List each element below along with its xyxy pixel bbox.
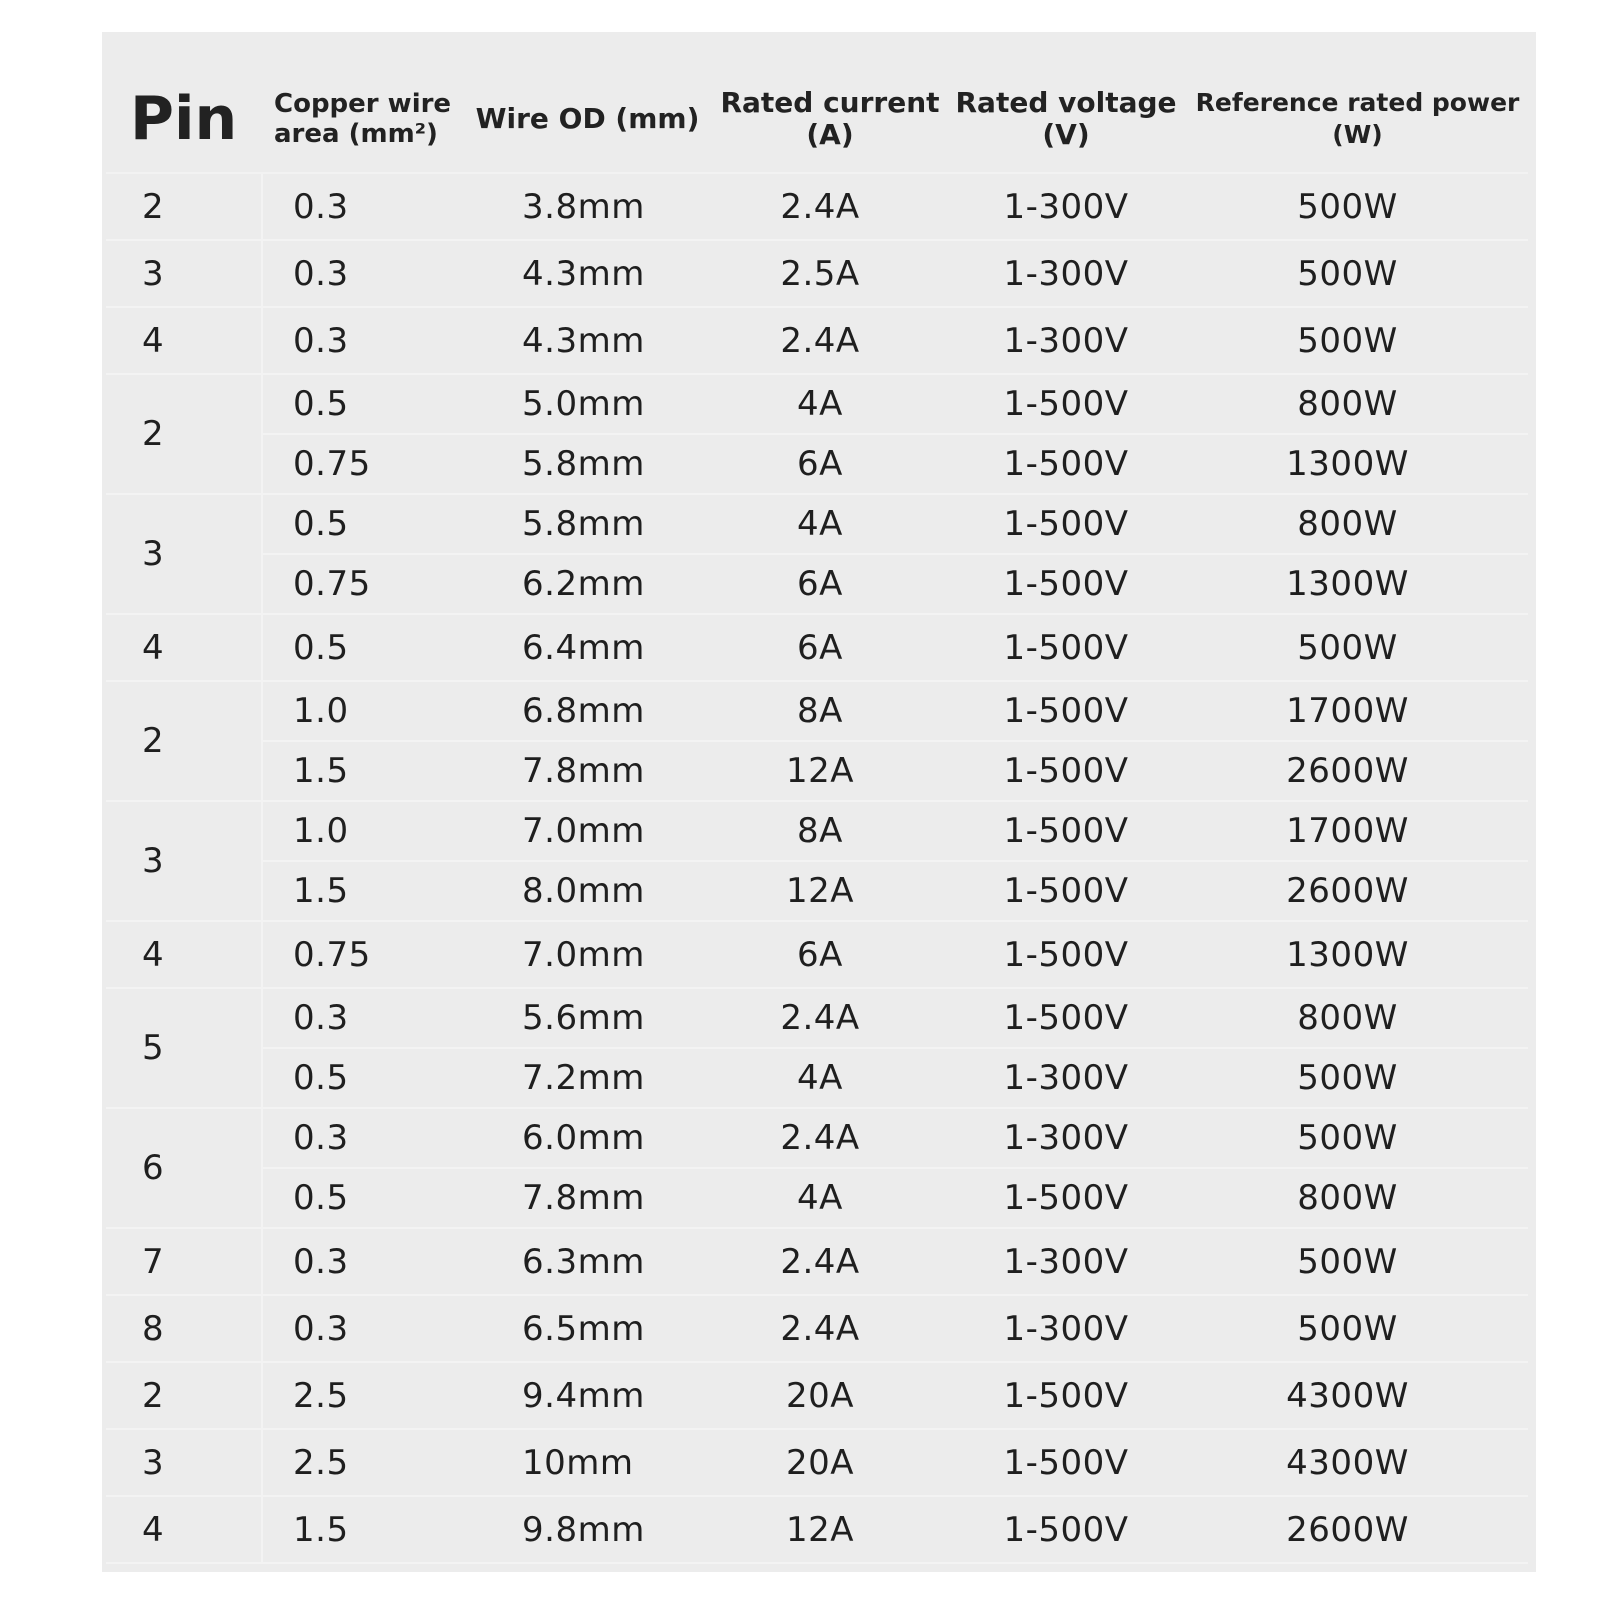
current-cell: 4A	[715, 494, 945, 554]
table-row	[106, 554, 1528, 614]
od-cell: 4.3mm	[460, 240, 715, 307]
table-row	[106, 374, 1528, 434]
spec-table-container	[106, 66, 1528, 1564]
header-copper-area-line1: Copper wire	[274, 89, 452, 119]
current-cell: 8A	[715, 801, 945, 861]
pin-count-cell: 7	[106, 1228, 262, 1295]
area-cell: 0.3	[262, 988, 460, 1048]
current-cell: 2.4A	[715, 1295, 945, 1362]
area-cell: 1.0	[262, 801, 460, 861]
header-reference-power-line1: Reference rated power	[1195, 88, 1520, 117]
table-row	[106, 1108, 1528, 1168]
power-cell: 500W	[1187, 614, 1528, 681]
table-row	[106, 681, 1528, 741]
current-cell: 2.4A	[715, 988, 945, 1048]
pin-count-cell: 6	[106, 1108, 262, 1228]
voltage-cell: 1-500V	[945, 1362, 1187, 1429]
table-row	[106, 1168, 1528, 1228]
area-cell: 0.5	[262, 614, 460, 681]
current-cell: 2.4A	[715, 307, 945, 374]
od-cell: 5.8mm	[460, 434, 715, 494]
power-cell: 800W	[1187, 374, 1528, 434]
header-wire-od: Wire OD (mm)	[460, 66, 715, 173]
voltage-cell: 1-500V	[945, 741, 1187, 801]
current-cell: 6A	[715, 921, 945, 988]
power-cell: 800W	[1187, 494, 1528, 554]
area-cell: 0.75	[262, 554, 460, 614]
power-cell: 800W	[1187, 988, 1528, 1048]
header-rated-current	[715, 66, 945, 173]
power-cell: 500W	[1187, 173, 1528, 240]
od-cell: 3.8mm	[460, 173, 715, 240]
od-cell: 6.5mm	[460, 1295, 715, 1362]
header-rated-current-line2: (A)	[806, 118, 854, 151]
pin-count-cell: 3	[106, 1429, 262, 1496]
pin-count-cell: 5	[106, 988, 262, 1108]
table-body	[106, 173, 1528, 1563]
od-cell: 7.2mm	[460, 1048, 715, 1108]
pin-count-cell: 2	[106, 1362, 262, 1429]
header-reference-power-line2: (W)	[1332, 120, 1383, 149]
power-cell: 500W	[1187, 1108, 1528, 1168]
voltage-cell: 1-500V	[945, 614, 1187, 681]
table-row	[106, 173, 1528, 240]
od-cell: 5.6mm	[460, 988, 715, 1048]
current-cell: 12A	[715, 861, 945, 921]
voltage-cell: 1-500V	[945, 801, 1187, 861]
current-cell: 4A	[715, 1048, 945, 1108]
voltage-cell: 1-500V	[945, 1496, 1187, 1563]
power-cell: 500W	[1187, 1295, 1528, 1362]
current-cell: 6A	[715, 434, 945, 494]
header-rated-voltage-line1: Rated voltage	[955, 86, 1177, 119]
power-cell: 1300W	[1187, 554, 1528, 614]
area-cell: 0.5	[262, 1168, 460, 1228]
current-cell: 2.5A	[715, 240, 945, 307]
voltage-cell: 1-300V	[945, 1228, 1187, 1295]
table-row	[106, 1429, 1528, 1496]
table-row	[106, 1048, 1528, 1108]
voltage-cell: 1-500V	[945, 374, 1187, 434]
od-cell: 7.8mm	[460, 741, 715, 801]
od-cell: 6.2mm	[460, 554, 715, 614]
od-cell: 8.0mm	[460, 861, 715, 921]
current-cell: 4A	[715, 374, 945, 434]
area-cell: 1.5	[262, 741, 460, 801]
table-row	[106, 988, 1528, 1048]
table-row	[106, 1496, 1528, 1563]
pin-count-cell: 4	[106, 1496, 262, 1563]
table-row	[106, 307, 1528, 374]
power-cell: 500W	[1187, 240, 1528, 307]
voltage-cell: 1-300V	[945, 307, 1187, 374]
power-cell: 800W	[1187, 1168, 1528, 1228]
table-row	[106, 494, 1528, 554]
table-row	[106, 1362, 1528, 1429]
area-cell: 0.5	[262, 1048, 460, 1108]
area-cell: 2.5	[262, 1362, 460, 1429]
area-cell: 0.5	[262, 494, 460, 554]
pin-count-cell: 4	[106, 921, 262, 988]
current-cell: 6A	[715, 614, 945, 681]
power-cell: 4300W	[1187, 1362, 1528, 1429]
pin-count-cell: 2	[106, 374, 262, 494]
od-cell: 6.0mm	[460, 1108, 715, 1168]
od-cell: 5.8mm	[460, 494, 715, 554]
voltage-cell: 1-500V	[945, 861, 1187, 921]
pin-count-cell: 3	[106, 801, 262, 921]
table-row	[106, 741, 1528, 801]
voltage-cell: 1-300V	[945, 1295, 1187, 1362]
table-row	[106, 1228, 1528, 1295]
od-cell: 6.4mm	[460, 614, 715, 681]
current-cell: 2.4A	[715, 1228, 945, 1295]
header-copper-area-line2: area (mm²)	[274, 119, 438, 149]
table-row	[106, 1295, 1528, 1362]
area-cell: 0.3	[262, 307, 460, 374]
table-row	[106, 434, 1528, 494]
header-rated-voltage	[945, 66, 1187, 173]
table-row	[106, 240, 1528, 307]
header-rated-current-line1: Rated current	[720, 86, 940, 119]
header-copper-area	[262, 66, 460, 173]
power-cell: 2600W	[1187, 861, 1528, 921]
voltage-cell: 1-500V	[945, 1429, 1187, 1496]
area-cell: 0.75	[262, 921, 460, 988]
header-reference-power	[1187, 66, 1528, 173]
current-cell: 2.4A	[715, 1108, 945, 1168]
area-cell: 0.5	[262, 374, 460, 434]
table-row	[106, 801, 1528, 861]
od-cell: 7.0mm	[460, 921, 715, 988]
current-cell: 12A	[715, 1496, 945, 1563]
voltage-cell: 1-300V	[945, 1108, 1187, 1168]
od-cell: 7.0mm	[460, 801, 715, 861]
od-cell: 9.4mm	[460, 1362, 715, 1429]
power-cell: 500W	[1187, 1228, 1528, 1295]
area-cell: 2.5	[262, 1429, 460, 1496]
current-cell: 20A	[715, 1362, 945, 1429]
od-cell: 4.3mm	[460, 307, 715, 374]
od-cell: 6.8mm	[460, 681, 715, 741]
pin-count-cell: 4	[106, 614, 262, 681]
header-pin: Pin	[106, 66, 262, 173]
area-cell: 0.3	[262, 1108, 460, 1168]
od-cell: 7.8mm	[460, 1168, 715, 1228]
area-cell: 0.3	[262, 1295, 460, 1362]
area-cell: 1.5	[262, 861, 460, 921]
power-cell: 1700W	[1187, 801, 1528, 861]
voltage-cell: 1-500V	[945, 494, 1187, 554]
current-cell: 6A	[715, 554, 945, 614]
power-cell: 500W	[1187, 1048, 1528, 1108]
area-cell: 0.3	[262, 173, 460, 240]
od-cell: 9.8mm	[460, 1496, 715, 1563]
od-cell: 6.3mm	[460, 1228, 715, 1295]
area-cell: 0.3	[262, 240, 460, 307]
voltage-cell: 1-500V	[945, 554, 1187, 614]
power-cell: 2600W	[1187, 741, 1528, 801]
table-row	[106, 921, 1528, 988]
header-row	[106, 66, 1528, 173]
area-cell: 1.0	[262, 681, 460, 741]
voltage-cell: 1-500V	[945, 921, 1187, 988]
current-cell: 2.4A	[715, 173, 945, 240]
voltage-cell: 1-500V	[945, 988, 1187, 1048]
od-cell: 5.0mm	[460, 374, 715, 434]
pin-count-cell: 2	[106, 681, 262, 801]
table-row	[106, 861, 1528, 921]
voltage-cell: 1-300V	[945, 240, 1187, 307]
voltage-cell: 1-500V	[945, 1168, 1187, 1228]
power-cell: 4300W	[1187, 1429, 1528, 1496]
area-cell: 0.3	[262, 1228, 460, 1295]
current-cell: 8A	[715, 681, 945, 741]
voltage-cell: 1-300V	[945, 1048, 1187, 1108]
power-cell: 500W	[1187, 307, 1528, 374]
voltage-cell: 1-300V	[945, 173, 1187, 240]
table-row	[106, 614, 1528, 681]
pin-count-cell: 3	[106, 494, 262, 614]
od-cell: 10mm	[460, 1429, 715, 1496]
pin-count-cell: 3	[106, 240, 262, 307]
power-cell: 2600W	[1187, 1496, 1528, 1563]
power-cell: 1300W	[1187, 434, 1528, 494]
current-cell: 12A	[715, 741, 945, 801]
current-cell: 20A	[715, 1429, 945, 1496]
wire-spec-table	[106, 66, 1528, 1564]
voltage-cell: 1-500V	[945, 434, 1187, 494]
pin-count-cell: 8	[106, 1295, 262, 1362]
header-rated-voltage-line2: (V)	[1042, 118, 1090, 151]
area-cell: 1.5	[262, 1496, 460, 1563]
current-cell: 4A	[715, 1168, 945, 1228]
pin-count-cell: 2	[106, 173, 262, 240]
power-cell: 1300W	[1187, 921, 1528, 988]
pin-count-cell: 4	[106, 307, 262, 374]
voltage-cell: 1-500V	[945, 681, 1187, 741]
area-cell: 0.75	[262, 434, 460, 494]
power-cell: 1700W	[1187, 681, 1528, 741]
